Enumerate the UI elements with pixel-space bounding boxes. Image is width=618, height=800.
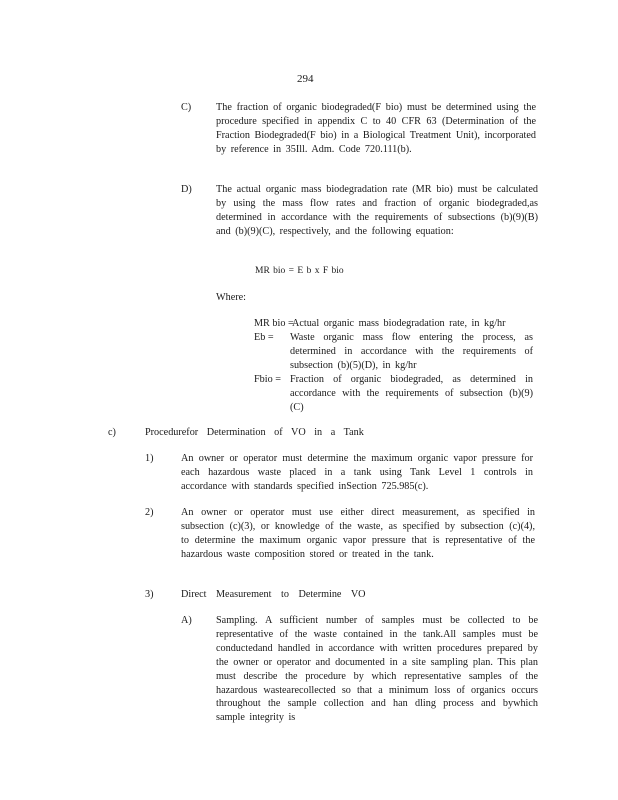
item-c-label: C) (181, 102, 192, 113)
definition-text-eb: Waste organic mass flow entering the process, as determined in accordance with the requirements of subsection (b)(5)(D), in kg/hr (290, 332, 533, 371)
section-c-label: c) (108, 427, 116, 438)
where-label: Where: (216, 292, 246, 303)
definition-text-fbio: Fraction of organic biodegraded, as determined in accordance with the requirements of subsection (b)(9)(C) (290, 374, 533, 413)
section-c-item-2-label: 2) (145, 507, 154, 518)
section-c-item-1-text: An owner or operator must determine the maximum organic vapor pressure for each hazardous waste placed in a tank using Tank Level 1 controls in accordance with standards specified inSection 725.985(c). (181, 453, 533, 492)
item-d-label: D) (181, 184, 192, 195)
subitem-a-text: Sampling. A sufficient number of samples must be collected to be representative of the waste contained in the tank.All samples must be conductedand handled in accordance with written procedures prepared by the owner or operator and documented in a site sampling plan. This plan must describe the procedure by which representative samples of the hazardous wastearecollected so that a minimum loss of organics occurs throughout the sample collection and han dling process and bywhich sample integrity is (216, 615, 538, 724)
page-number: 294 (297, 73, 314, 85)
section-c-heading: Procedurefor Determination of VO in a Tank (145, 427, 364, 438)
definition-text-mr: Actual organic mass biodegradation rate, in kg/hr (292, 318, 506, 329)
subitem-a-label: A) (181, 615, 192, 626)
item-c-text: The fraction of organic biodegraded(F bio) must be determined using the procedure specified in appendix C to 40 CFR 63 (Determination of the Fraction Biodegraded(F bio) in a Biological Treatment Unit), incorporated by reference in 35Ill. Adm. Code 720.111(b). (216, 102, 536, 155)
definition-term-fbio: Fbio = (254, 374, 281, 385)
section-c-item-3-text: Direct Measurement to Determine VO (181, 589, 366, 600)
section-c-item-1-label: 1) (145, 453, 154, 464)
item-d-text: The actual organic mass biodegradation rate (MR bio) must be calculated by using the mass flow rates and fraction of organic biodegraded,as determined in accordance with the requirements of subsections (b)(9)(B) and (b)(9)(C), respectively, and the following equation: (216, 184, 538, 237)
definition-term-mr: MR bio = (254, 318, 294, 329)
biodegradation-equation: MR bio = E b x F bio (255, 266, 344, 276)
section-c-item-2-text: An owner or operator must use either direct measurement, as specified in subsection (c)(3), or knowledge of the waste, as specified by subsection (c)(4), to determine the maximum organic vapor pressure that is representative of the hazardous waste composition stored or treated in the tank. (181, 507, 535, 560)
definition-term-eb: Eb = (254, 332, 274, 343)
section-c-item-3-label: 3) (145, 589, 154, 600)
